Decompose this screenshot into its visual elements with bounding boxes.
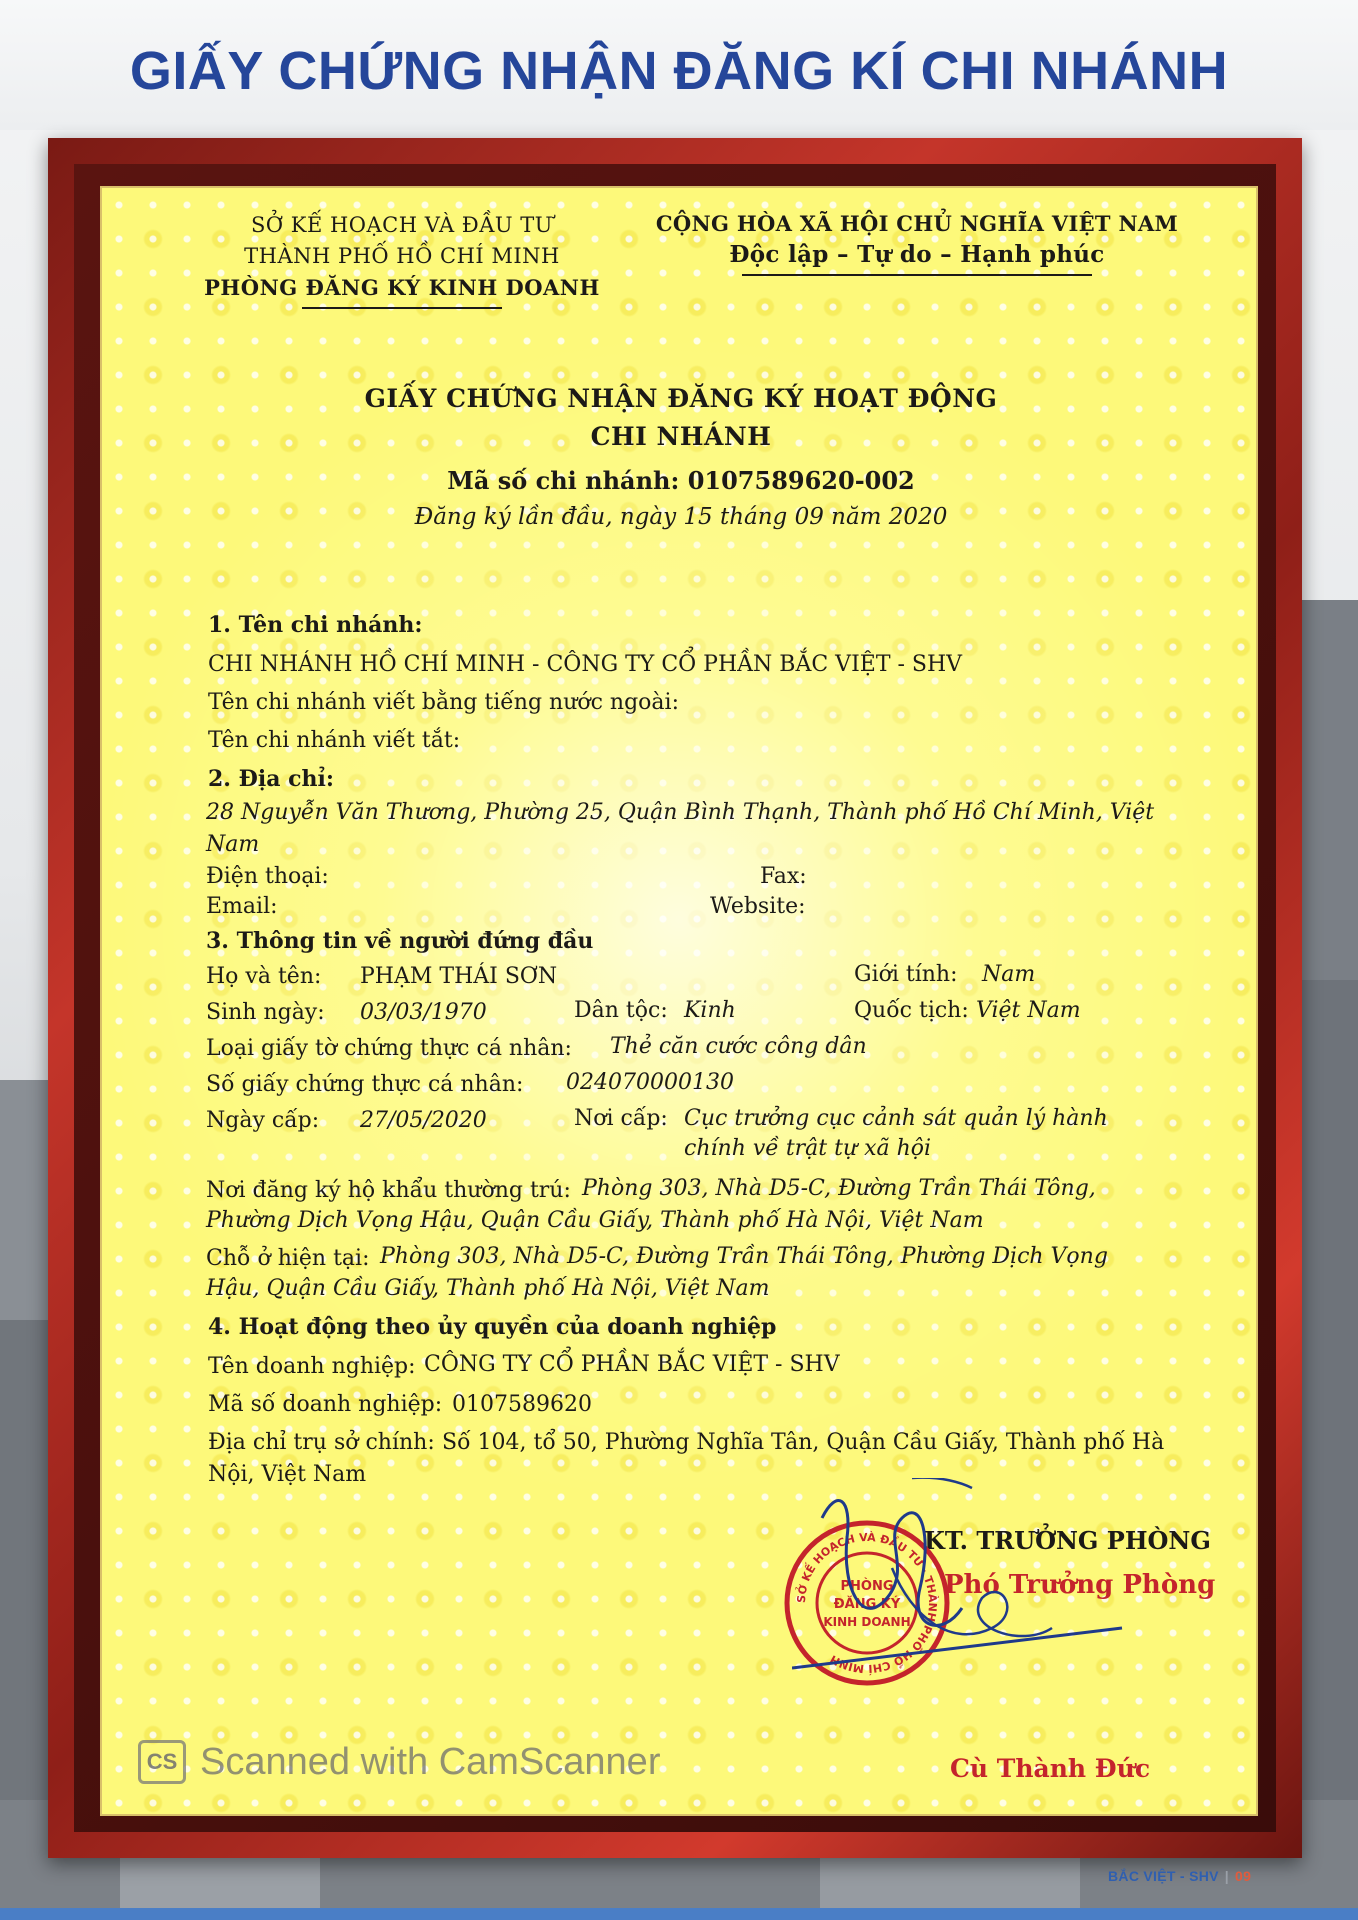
camscanner-text: Scanned with CamScanner [200, 1740, 661, 1783]
current-address-line1: Phòng 303, Nhà D5-C, Đường Trần Thái Tông, Phường Dịch Vọng [380, 1244, 1108, 1269]
ethnicity-value: Kinh [684, 998, 736, 1023]
branch-name: CHI NHÁNH HỒ CHÍ MINH - CÔNG TY CỔ PHẦN BẮC VIỆT - SHV [208, 652, 963, 677]
current-address-line2: Hậu, Quận Cầu Giấy, Thành phố Hà Nội, Việt Nam [206, 1276, 770, 1301]
bottom-accent-bar [0, 1908, 1358, 1920]
phone-label: Điện thoại: [206, 864, 329, 889]
header-left-line3: PHÒNG ĐĂNG KÝ KINH DOANH [204, 275, 600, 300]
residence-line1: Phòng 303, Nhà D5-C, Đường Trần Thái Tông, [582, 1176, 1096, 1201]
page-number: 09 [1234, 1868, 1252, 1884]
signature-title: KT. TRƯỞNG PHÒNG [924, 1526, 1211, 1555]
issue-place-line2: chính về trật tự xã hội [684, 1136, 932, 1161]
header-left-underline [302, 307, 502, 309]
website-label: Website: [710, 894, 806, 919]
gender-value: Nam [982, 962, 1036, 987]
handwritten-signature [792, 1478, 1132, 1698]
page-title: GIẤY CHỨNG NHẬN ĐĂNG KÍ CHI NHÁNH [129, 41, 1229, 101]
camscanner-logo-icon: CS [138, 1740, 186, 1784]
section3-heading: 3. Thông tin về người đứng đầu [206, 928, 594, 954]
stamp-center-line1: PHÒNG [840, 1579, 894, 1594]
header-right-line1: CỘNG HÒA XÃ HỘI CHỦ NGHĨA VIỆT NAM [655, 211, 1179, 236]
dob-value: 03/03/1970 [360, 1000, 487, 1025]
current-address-label: Chỗ ở hiện tại: [206, 1246, 370, 1271]
nationality-label: Quốc tịch: [854, 998, 969, 1023]
header-left-line2: THÀNH PHỐ HỒ CHÍ MINH [244, 244, 560, 268]
registration-date: Đăng ký lần đầu, ngày 15 tháng 09 năm 2020 [414, 504, 948, 530]
stamp-center-line3: KINH DOANH [823, 1615, 911, 1629]
id-number-value: 024070000130 [566, 1070, 734, 1095]
stamp-ring-text: SỞ KẾ HOẠCH VÀ ĐẦU TƯ · THÀNH PHỐ HỒ CHÍ MINH [794, 1530, 940, 1676]
nationality-value: Việt Nam [976, 998, 1081, 1023]
residence-label: Nơi đăng ký hộ khẩu thường trú: [206, 1178, 571, 1203]
camscanner-watermark [138, 1740, 660, 1784]
certificate [100, 186, 1258, 1816]
tax-code-value: 0107589620 [452, 1392, 592, 1417]
section4-heading: 4. Hoạt động theo ủy quyền của doanh nghiệp [208, 1314, 777, 1340]
section2-heading: 2. Địa chỉ: [208, 766, 334, 792]
signer-name: Cù Thành Đức [950, 1754, 1151, 1783]
header-right-motto: Độc lập – Tự do – Hạnh phúc [729, 241, 1105, 268]
dob-label: Sinh ngày: [206, 1000, 325, 1025]
header-left-line1: SỞ KẾ HOẠCH VÀ ĐẦU TƯ [251, 213, 553, 237]
issue-place-label: Nơi cấp: [574, 1106, 668, 1131]
footer-separator: | [1224, 1868, 1229, 1884]
issue-date-value: 27/05/2020 [360, 1108, 487, 1133]
id-type-value: Thẻ căn cước công dân [610, 1034, 867, 1059]
header-right-underline [742, 274, 1092, 276]
name-label: Họ và tên: [206, 964, 322, 989]
signature-subtitle: Phó Trưởng Phòng [944, 1570, 1216, 1600]
header-right [647, 208, 1187, 276]
stamp-center-line2: ĐĂNG KÝ [833, 1597, 901, 1612]
tax-code-label: Mã số doanh nghiệp: [208, 1392, 443, 1417]
gender-label: Giới tính: [854, 962, 958, 987]
issue-date-label: Ngày cấp: [206, 1108, 320, 1133]
certificate-title-line1: GIẤY CHỨNG NHẬN ĐĂNG KÝ HOẠT ĐỘNG [364, 384, 998, 413]
certificate-title-line2: CHI NHÁNH [590, 422, 772, 451]
id-number-label: Số giấy chứng thực cá nhân: [206, 1072, 524, 1097]
header-left [192, 210, 612, 309]
short-name-label: Tên chi nhánh viết tắt: [208, 728, 461, 753]
fax-label: Fax: [760, 864, 807, 889]
branch-code: Mã số chi nhánh: 0107589620-002 [447, 466, 915, 495]
section1-heading: 1. Tên chi nhánh: [208, 612, 423, 638]
hq-address-label: Địa chỉ trụ sở chính: [208, 1430, 435, 1455]
hq-address-line2: Nội, Việt Nam [208, 1462, 367, 1487]
page-footer [1108, 1868, 1251, 1884]
email-label: Email: [206, 894, 278, 919]
address-line2: Nam [206, 832, 260, 857]
ethnicity-label: Dân tộc: [574, 998, 668, 1023]
person-name: PHẠM THÁI SƠN [360, 964, 558, 989]
id-type-label: Loại giấy tờ chứng thực cá nhân: [206, 1036, 572, 1061]
issue-place-line1: Cục trưởng cục cảnh sát quản lý hành [684, 1106, 1108, 1131]
foreign-name-label: Tên chi nhánh viết bằng tiếng nước ngoài: [208, 690, 679, 715]
company-name: CÔNG TY CỔ PHẦN BẮC VIỆT - SHV [424, 1352, 840, 1377]
footer-brand: BẮC VIỆT - SHV [1108, 1868, 1219, 1884]
address-line1: 28 Nguyễn Văn Thương, Phường 25, Quận Bình Thạnh, Thành phố Hồ Chí Minh, Việt [206, 800, 1155, 825]
company-label: Tên doanh nghiệp: [208, 1354, 416, 1379]
hq-address-line1: Số 104, tổ 50, Phường Nghĩa Tân, Quận Cầu Giấy, Thành phố Hà [442, 1430, 1165, 1455]
residence-line2: Phường Dịch Vọng Hậu, Quận Cầu Giấy, Thành phố Hà Nội, Việt Nam [206, 1208, 984, 1233]
